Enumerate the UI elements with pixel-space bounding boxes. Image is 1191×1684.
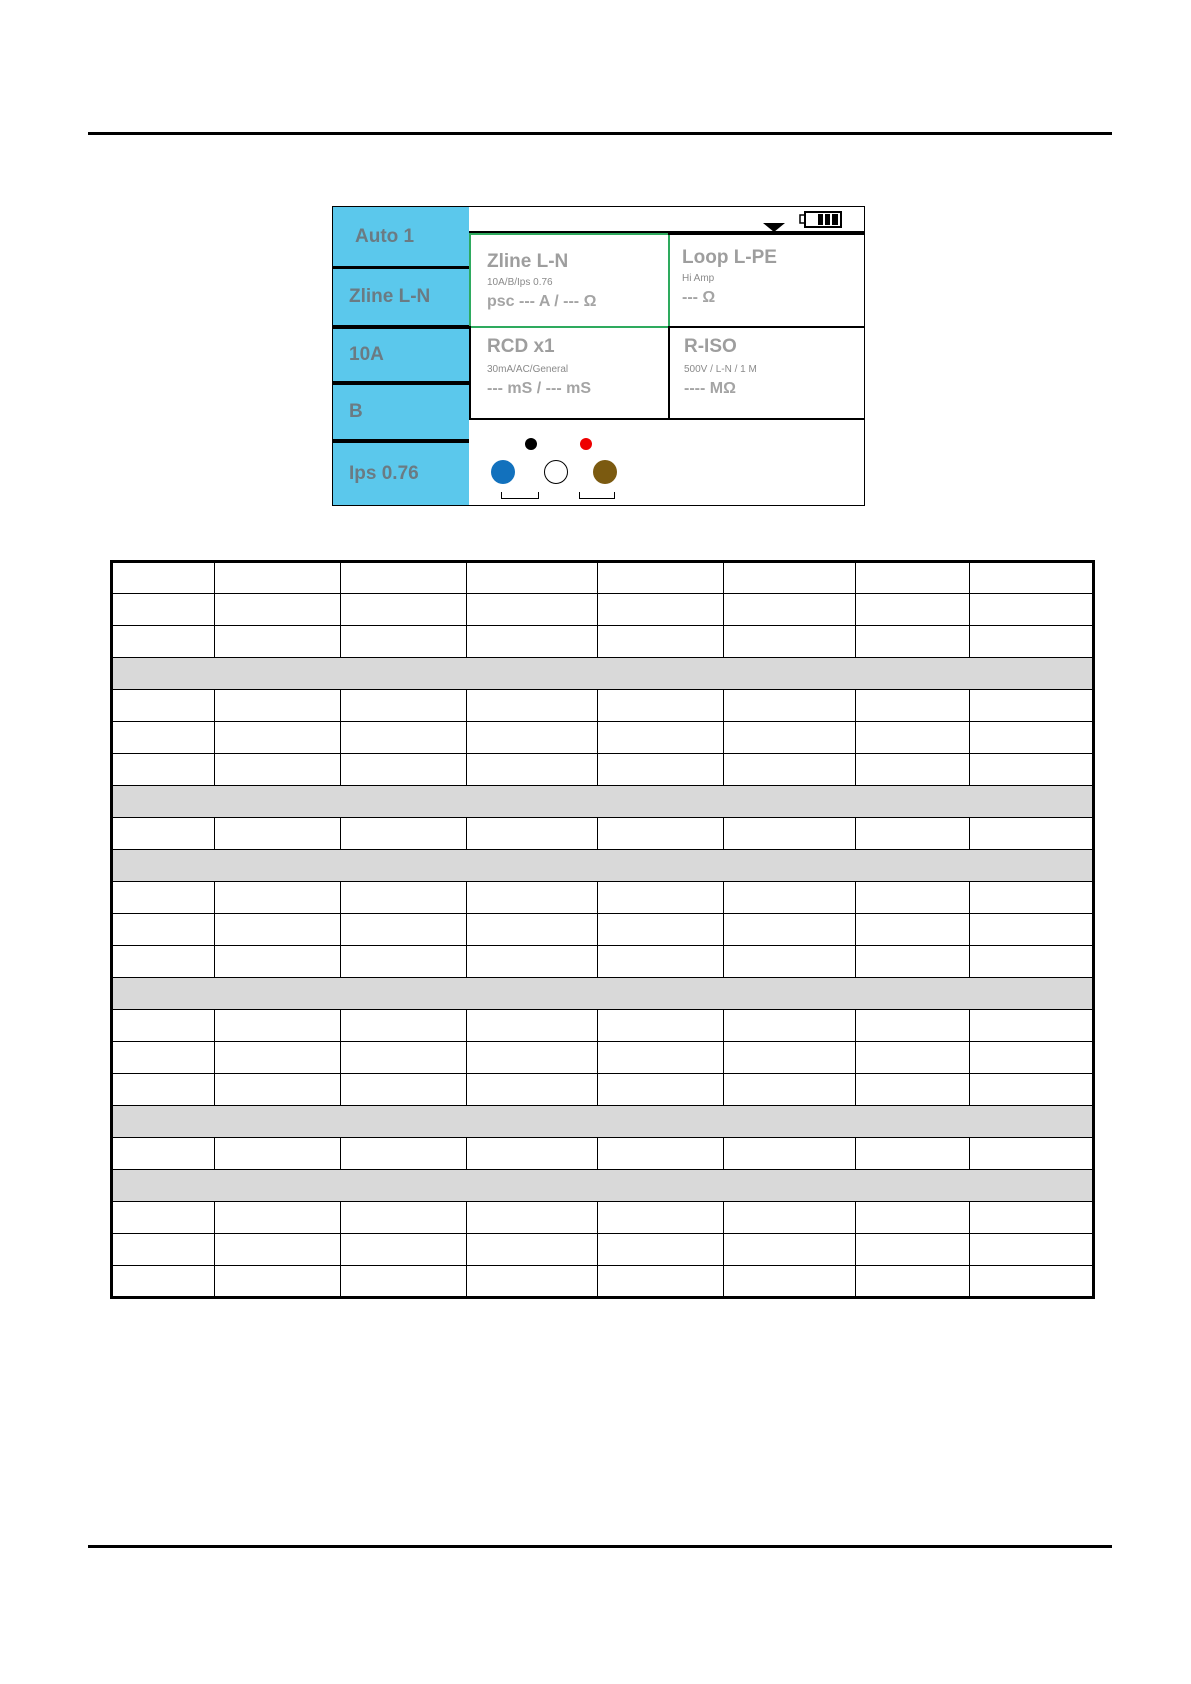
section-cell xyxy=(112,1170,1094,1202)
table-cell xyxy=(970,818,1094,850)
connection-bracket xyxy=(501,492,539,499)
table-cell xyxy=(598,1010,724,1042)
table-row xyxy=(112,1202,1094,1234)
table-cell xyxy=(856,1138,970,1170)
table-cell xyxy=(598,882,724,914)
table-cell xyxy=(112,818,215,850)
table-cell xyxy=(724,1266,856,1298)
table-cell xyxy=(856,882,970,914)
table-row xyxy=(112,626,1094,658)
table-cell xyxy=(856,754,970,786)
table-cell xyxy=(215,722,341,754)
table-cell xyxy=(112,754,215,786)
table-cell xyxy=(341,882,467,914)
tile-value: --- Ω xyxy=(682,289,716,306)
tile-title: Loop L-PE xyxy=(682,247,777,268)
table-cell xyxy=(856,1074,970,1106)
table-cell xyxy=(112,562,215,594)
table-cell xyxy=(856,690,970,722)
table-cell xyxy=(724,914,856,946)
table-cell xyxy=(467,882,598,914)
table-row xyxy=(112,1074,1094,1106)
table-cell xyxy=(341,1234,467,1266)
table-row xyxy=(112,882,1094,914)
table-cell xyxy=(724,690,856,722)
table-row xyxy=(112,754,1094,786)
table-cell xyxy=(467,1074,598,1106)
table-cell xyxy=(970,1042,1094,1074)
table-cell xyxy=(970,594,1094,626)
table-cell xyxy=(970,562,1094,594)
table-cell xyxy=(467,1042,598,1074)
table-row xyxy=(112,818,1094,850)
terminal-diagram xyxy=(469,420,865,505)
table-cell xyxy=(724,1010,856,1042)
table-cell xyxy=(341,1074,467,1106)
results-table xyxy=(110,560,1095,1299)
tile-subtitle: 500V / L-N / 1 M xyxy=(684,364,757,375)
table-cell xyxy=(215,914,341,946)
probe-black-dot xyxy=(525,438,537,450)
footer-rule xyxy=(88,1545,1112,1548)
table-cell xyxy=(215,594,341,626)
table-cell xyxy=(598,722,724,754)
table-cell xyxy=(856,722,970,754)
table-cell xyxy=(598,818,724,850)
tile-title: RCD x1 xyxy=(487,336,555,357)
table-cell xyxy=(215,1074,341,1106)
table-cell xyxy=(856,1042,970,1074)
table-cell xyxy=(598,946,724,978)
table-cell xyxy=(598,754,724,786)
table-cell xyxy=(215,626,341,658)
connection-bracket xyxy=(579,492,615,499)
table-cell xyxy=(112,1074,215,1106)
table-cell xyxy=(970,1234,1094,1266)
table-cell xyxy=(112,1202,215,1234)
table-cell xyxy=(112,626,215,658)
table-cell xyxy=(215,1138,341,1170)
table-cell xyxy=(215,882,341,914)
table-cell xyxy=(856,818,970,850)
table-cell xyxy=(467,754,598,786)
section-cell xyxy=(112,978,1094,1010)
table-cell xyxy=(856,1266,970,1298)
table-cell xyxy=(856,562,970,594)
table-cell xyxy=(598,690,724,722)
tile-loop[interactable] xyxy=(668,233,865,328)
earth-terminal xyxy=(544,460,568,484)
section-row xyxy=(112,1106,1094,1138)
table-cell xyxy=(598,626,724,658)
table-cell xyxy=(970,754,1094,786)
tile-zline[interactable] xyxy=(469,233,670,328)
table-cell xyxy=(341,1202,467,1234)
section-cell xyxy=(112,1106,1094,1138)
section-cell xyxy=(112,658,1094,690)
line-terminal xyxy=(593,460,617,484)
tile-riso[interactable] xyxy=(668,326,865,420)
table-cell xyxy=(215,562,341,594)
table-cell xyxy=(856,914,970,946)
table-cell xyxy=(215,946,341,978)
table-cell xyxy=(970,690,1094,722)
table-cell xyxy=(112,1138,215,1170)
table-cell xyxy=(970,1010,1094,1042)
table-cell xyxy=(724,818,856,850)
sidebar-item-curve[interactable]: B xyxy=(333,385,469,439)
chevron-down-icon[interactable] xyxy=(763,223,785,232)
tile-value: --- mS / --- mS xyxy=(487,380,591,397)
section-row xyxy=(112,786,1094,818)
table-cell xyxy=(341,626,467,658)
table-cell xyxy=(724,1074,856,1106)
table-cell xyxy=(112,1234,215,1266)
header-rule xyxy=(88,132,1112,135)
table-row xyxy=(112,946,1094,978)
table-cell xyxy=(598,1074,724,1106)
table-cell xyxy=(341,818,467,850)
section-row xyxy=(112,1170,1094,1202)
table-cell xyxy=(467,1138,598,1170)
table-cell xyxy=(215,1042,341,1074)
table-cell xyxy=(724,722,856,754)
table-cell xyxy=(112,914,215,946)
table-cell xyxy=(856,626,970,658)
tile-value: psc --- A / --- Ω xyxy=(487,293,597,310)
table-cell xyxy=(341,946,467,978)
table-cell xyxy=(970,722,1094,754)
table-cell xyxy=(112,1042,215,1074)
table-cell xyxy=(856,1202,970,1234)
table-cell xyxy=(724,1234,856,1266)
table-cell xyxy=(112,946,215,978)
table-cell xyxy=(341,1266,467,1298)
table-cell xyxy=(970,1138,1094,1170)
table-cell xyxy=(856,946,970,978)
table-cell xyxy=(970,1202,1094,1234)
table-cell xyxy=(598,1266,724,1298)
table-cell xyxy=(970,946,1094,978)
tile-subtitle: 10A/B/Ips 0.76 xyxy=(487,277,553,288)
table-cell xyxy=(724,946,856,978)
table-cell xyxy=(467,594,598,626)
table-row xyxy=(112,562,1094,594)
tile-subtitle: 30mA/AC/General xyxy=(487,364,569,375)
table-cell xyxy=(467,1234,598,1266)
table-cell xyxy=(970,626,1094,658)
probe-red-dot xyxy=(580,438,592,450)
table-cell xyxy=(724,1042,856,1074)
section-row xyxy=(112,658,1094,690)
table-cell xyxy=(970,1074,1094,1106)
battery-icon xyxy=(799,211,843,229)
table-cell xyxy=(598,594,724,626)
table-row xyxy=(112,594,1094,626)
tile-title: R-ISO xyxy=(684,336,737,357)
table-row xyxy=(112,914,1094,946)
table-cell xyxy=(467,562,598,594)
table-cell xyxy=(467,626,598,658)
table-cell xyxy=(724,882,856,914)
table-cell xyxy=(215,1234,341,1266)
table-cell xyxy=(215,818,341,850)
table-cell xyxy=(856,1010,970,1042)
table-cell xyxy=(341,1042,467,1074)
tile-value: ---- MΩ xyxy=(684,380,736,397)
table-cell xyxy=(112,1010,215,1042)
table-row xyxy=(112,1042,1094,1074)
table-row xyxy=(112,690,1094,722)
table-row xyxy=(112,1138,1094,1170)
sidebar-item-auto[interactable]: Auto 1 xyxy=(333,207,469,266)
table-cell xyxy=(598,1202,724,1234)
table-row xyxy=(112,1234,1094,1266)
status-bar xyxy=(469,207,865,233)
table-cell xyxy=(112,1266,215,1298)
table-cell xyxy=(467,1010,598,1042)
table-cell xyxy=(724,1202,856,1234)
table-cell xyxy=(467,914,598,946)
table-cell xyxy=(341,1138,467,1170)
section-row xyxy=(112,978,1094,1010)
tile-rcd[interactable] xyxy=(469,326,670,420)
table-cell xyxy=(112,722,215,754)
table-cell xyxy=(215,754,341,786)
table-cell xyxy=(856,1234,970,1266)
device-screen xyxy=(332,206,865,506)
sidebar-item-rating[interactable]: 10A xyxy=(333,329,469,381)
table-row xyxy=(112,1266,1094,1298)
table-cell xyxy=(215,1266,341,1298)
table-cell xyxy=(341,914,467,946)
table-cell xyxy=(467,946,598,978)
table-cell xyxy=(970,882,1094,914)
table-row xyxy=(112,722,1094,754)
table-cell xyxy=(724,626,856,658)
table-cell xyxy=(112,594,215,626)
table-cell xyxy=(598,1138,724,1170)
table-cell xyxy=(341,1010,467,1042)
table-cell xyxy=(112,882,215,914)
table-cell xyxy=(467,722,598,754)
tile-title: Zline L-N xyxy=(487,251,569,272)
table-cell xyxy=(215,1010,341,1042)
table-row xyxy=(112,1010,1094,1042)
table-cell xyxy=(724,562,856,594)
table-cell xyxy=(598,1234,724,1266)
table-cell xyxy=(215,1202,341,1234)
table-cell xyxy=(598,1042,724,1074)
table-cell xyxy=(724,594,856,626)
table-cell xyxy=(341,594,467,626)
table-cell xyxy=(112,690,215,722)
section-row xyxy=(112,850,1094,882)
table-cell xyxy=(467,690,598,722)
table-cell xyxy=(598,914,724,946)
table-cell xyxy=(724,1138,856,1170)
table-cell xyxy=(598,562,724,594)
sidebar xyxy=(333,207,469,505)
table-cell xyxy=(724,754,856,786)
table-cell xyxy=(856,594,970,626)
tile-subtitle: Hi Amp xyxy=(682,273,715,284)
section-cell xyxy=(112,786,1094,818)
neutral-terminal xyxy=(491,460,515,484)
table-cell xyxy=(970,914,1094,946)
table-cell xyxy=(970,1266,1094,1298)
table-cell xyxy=(467,1266,598,1298)
table-cell xyxy=(341,690,467,722)
sidebar-item-ips[interactable]: Ips 0.76 xyxy=(333,443,469,505)
table-cell xyxy=(467,818,598,850)
section-cell xyxy=(112,850,1094,882)
table-cell xyxy=(215,690,341,722)
table-cell xyxy=(341,754,467,786)
sidebar-item-test-type[interactable]: Zline L-N xyxy=(333,269,469,325)
table-cell xyxy=(341,562,467,594)
table-cell xyxy=(467,1202,598,1234)
table-cell xyxy=(341,722,467,754)
